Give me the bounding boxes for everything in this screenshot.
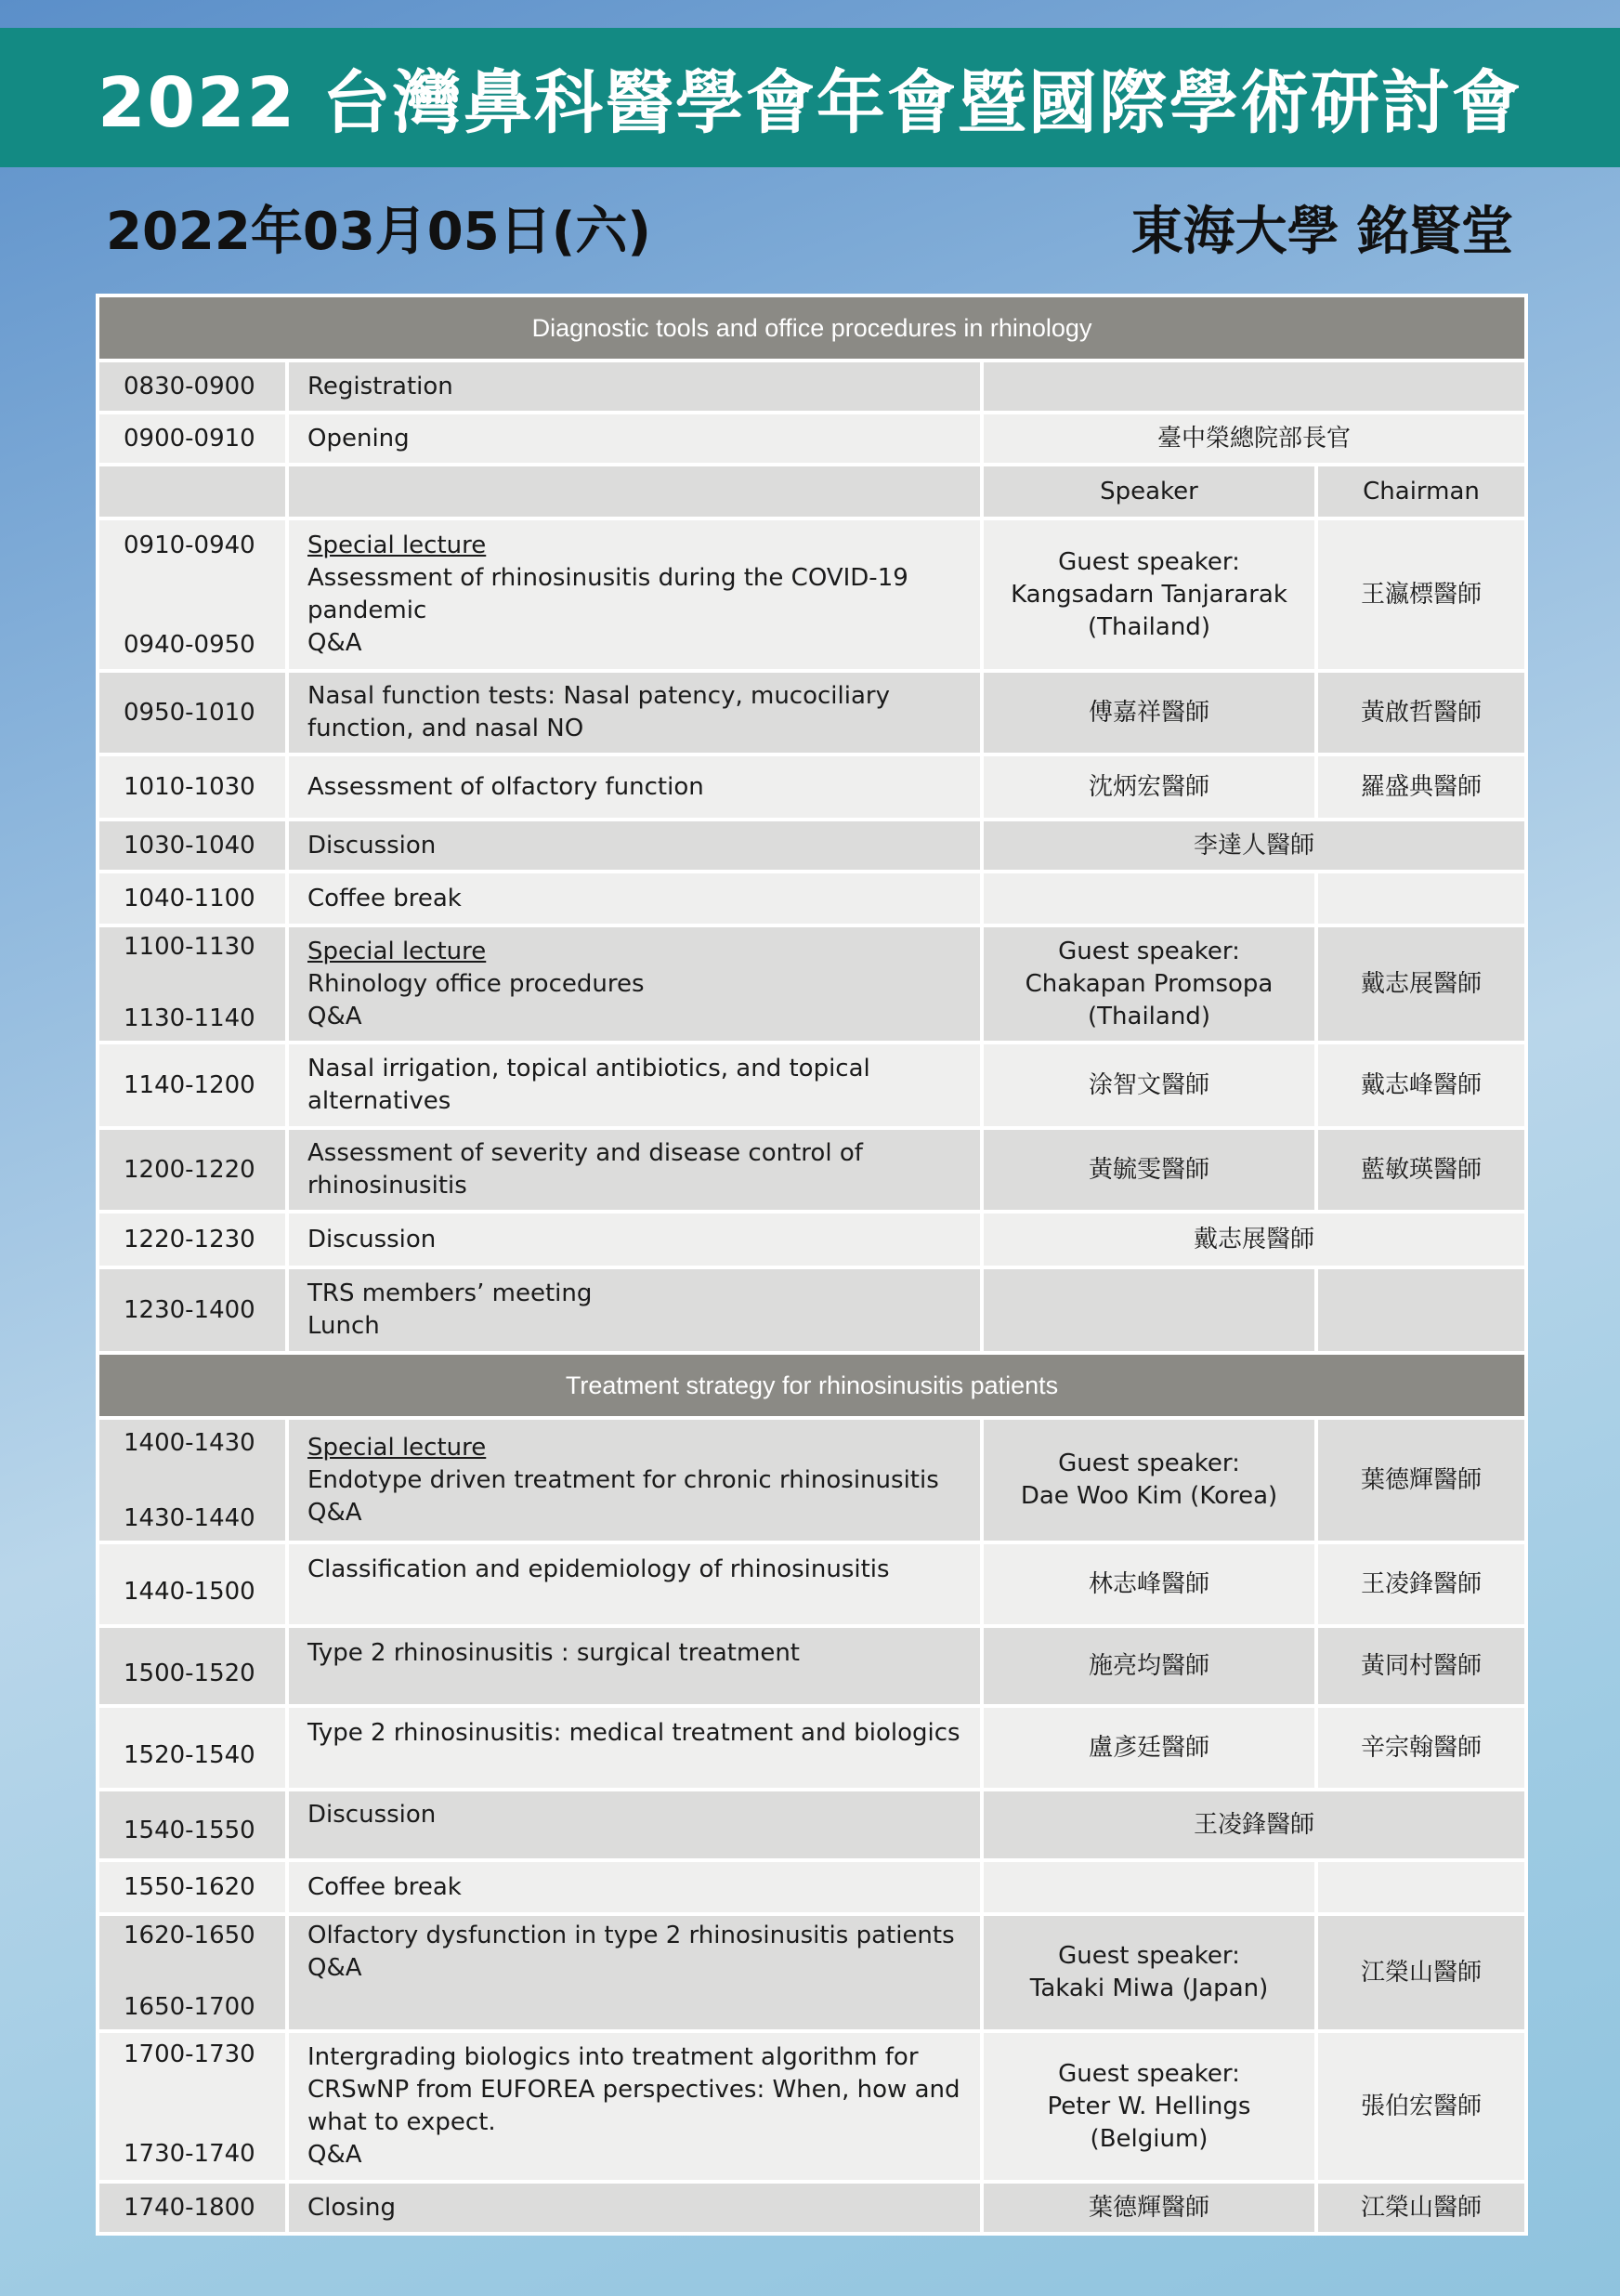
speaker-country: (Thailand) <box>1088 612 1210 641</box>
time-cell <box>98 1914 287 2031</box>
time-cell: 1140-1200 <box>98 1043 287 1128</box>
time-cell: 1230-1400 <box>98 1267 287 1353</box>
speaker-cell: 傅嘉祥醫師 <box>982 671 1316 754</box>
empty-cell <box>287 465 982 518</box>
speaker-cell: 林志峰醫師 <box>982 1542 1316 1626</box>
speaker-cell <box>982 518 1316 671</box>
topic-text: Lunch <box>307 1312 380 1340</box>
time-cell: 1030-1040 <box>98 820 287 872</box>
time-start: 1100-1130 <box>124 933 255 961</box>
column-header-row <box>98 465 1526 518</box>
topic-cell: Closing <box>287 2182 982 2234</box>
speaker-cell <box>982 2031 1316 2182</box>
chair-cell: 戴志展醫師 <box>1316 925 1526 1043</box>
chair-cell: 黃啟哲醫師 <box>1316 671 1526 754</box>
time-cell: 0900-0910 <box>98 413 287 465</box>
speaker-cell: 沈炳宏醫師 <box>982 754 1316 820</box>
time-end: 1430-1440 <box>124 1504 255 1532</box>
table-row <box>98 1542 1526 1626</box>
time-cell <box>98 518 287 671</box>
time-cell <box>98 1418 287 1542</box>
speaker-country: (Thailand) <box>1088 1002 1210 1030</box>
topic-cell <box>287 518 982 671</box>
chair-cell: 王凌鋒醫師 <box>1316 1542 1526 1626</box>
guest-speaker-label: Guest speaker: <box>1058 937 1240 965</box>
topic-text: Intergrading biologics into treatment algorithm for CRSwNP from EUFOREA perspectives: When, how and what to expect. <box>307 2043 960 2136</box>
table-row <box>98 671 1526 754</box>
host-cell: 王凌鋒醫師 <box>982 1790 1526 1860</box>
table-row <box>98 518 1526 671</box>
topic-cell: Type 2 rhinosinusitis : surgical treatment <box>287 1626 982 1706</box>
guest-speaker-label: Guest speaker: <box>1058 1942 1240 1970</box>
topic-cell <box>287 1418 982 1542</box>
time-cell: 1550-1620 <box>98 1860 287 1914</box>
chair-cell: 江榮山醫師 <box>1316 1914 1526 2031</box>
chair-cell: 江榮山醫師 <box>1316 2182 1526 2234</box>
table-row <box>98 872 1526 925</box>
speaker-cell <box>982 1418 1316 1542</box>
time-cell: 0950-1010 <box>98 671 287 754</box>
table-row <box>98 361 1526 413</box>
chairman-column-header: Chairman <box>1316 465 1526 518</box>
host-cell: 李達人醫師 <box>982 820 1526 872</box>
topic-cell <box>287 925 982 1043</box>
time-cell: 1520-1540 <box>98 1706 287 1790</box>
special-lecture-label: Special lecture <box>307 531 487 559</box>
empty-cell <box>1316 1267 1526 1353</box>
time-cell: 0830-0900 <box>98 361 287 413</box>
time-start: 0910-0940 <box>124 531 255 559</box>
time-end: 0940-0950 <box>124 631 255 659</box>
time-start: 1620-1650 <box>124 1922 255 1949</box>
host-cell: 戴志展醫師 <box>982 1212 1526 1267</box>
chair-cell: 黃同村醫師 <box>1316 1626 1526 1706</box>
speaker-name: Peter W. Hellings <box>1047 2092 1251 2120</box>
qa-text: Q&A <box>307 1002 362 1030</box>
topic-cell <box>287 1267 982 1353</box>
table-row <box>98 2182 1526 2234</box>
table-row <box>98 1267 1526 1353</box>
guest-speaker-label: Guest speaker: <box>1058 2059 1240 2088</box>
topic-text: TRS members’ meeting <box>307 1279 593 1307</box>
table-row <box>98 1860 1526 1914</box>
speaker-cell: 涂智文醫師 <box>982 1043 1316 1128</box>
table-row <box>98 2031 1526 2182</box>
time-cell: 1010-1030 <box>98 754 287 820</box>
time-cell: 1040-1100 <box>98 872 287 925</box>
empty-cell <box>1316 1860 1526 1914</box>
chair-cell: 辛宗翰醫師 <box>1316 1706 1526 1790</box>
topic-cell: Nasal irrigation, topical antibiotics, and topical alternatives <box>287 1043 982 1128</box>
section-header <box>98 295 1526 361</box>
empty-cell <box>1316 872 1526 925</box>
topic-cell: Discussion <box>287 1790 982 1860</box>
guest-speaker-label: Guest speaker: <box>1058 1450 1240 1477</box>
topic-cell: Classification and epidemiology of rhinosinusitis <box>287 1542 982 1626</box>
table-row <box>98 1043 1526 1128</box>
schedule-table <box>96 294 1528 2236</box>
page-title: 2022 台灣鼻科醫學會年會暨國際學術研討會 <box>0 28 1620 167</box>
time-start: 1700-1730 <box>124 2040 255 2068</box>
chair-cell: 羅盛典醫師 <box>1316 754 1526 820</box>
speaker-cell <box>982 925 1316 1043</box>
special-lecture-label: Special lecture <box>307 937 487 965</box>
topic-text: Assessment of rhinosinusitis during the COVID-19 pandemic <box>307 564 908 624</box>
table-row <box>98 1790 1526 1860</box>
speaker-cell <box>982 1914 1316 2031</box>
time-end: 1650-1700 <box>124 1993 255 2021</box>
qa-text: Q&A <box>307 1498 362 1527</box>
table-row <box>98 1128 1526 1212</box>
event-date: 2022年03月05日(六) <box>106 202 651 262</box>
time-end: 1730-1740 <box>124 2140 255 2168</box>
table-row <box>98 1418 1526 1542</box>
chair-cell: 王瀛標醫師 <box>1316 518 1526 671</box>
time-cell: 1200-1220 <box>98 1128 287 1212</box>
time-cell <box>98 925 287 1043</box>
speaker-name: Chakapan Promsopa <box>1025 969 1274 998</box>
table-row <box>98 1706 1526 1790</box>
topic-cell <box>287 1914 982 2031</box>
guest-speaker-label: Guest speaker: <box>1058 547 1240 576</box>
speaker-cell: 盧彥廷醫師 <box>982 1706 1316 1790</box>
topic-text: Olfactory dysfunction in type 2 rhinosinusitis patients <box>307 1922 955 1949</box>
topic-cell: Type 2 rhinosinusitis: medical treatment and biologics <box>287 1706 982 1790</box>
topic-cell <box>287 2031 982 2182</box>
topic-cell: Nasal function tests: Nasal patency, mucociliary function, and nasal NO <box>287 671 982 754</box>
topic-cell: Discussion <box>287 1212 982 1267</box>
time-cell: 1740-1800 <box>98 2182 287 2234</box>
speaker-cell: 葉德輝醫師 <box>982 2182 1316 2234</box>
section-title: Diagnostic tools and office procedures in rhinology <box>98 295 1526 361</box>
empty-cell <box>982 361 1526 413</box>
topic-cell: Assessment of severity and disease control of rhinosinusitis <box>287 1128 982 1212</box>
speaker-name: Kangsadarn Tanjararak <box>1011 580 1287 609</box>
chair-cell: 葉德輝醫師 <box>1316 1418 1526 1542</box>
empty-cell <box>982 1267 1316 1353</box>
table-row <box>98 1626 1526 1706</box>
chair-cell: 戴志峰醫師 <box>1316 1043 1526 1128</box>
topic-text: Endotype driven treatment for chronic rhinosinusitis <box>307 1465 939 1494</box>
time-cell: 1440-1500 <box>98 1542 287 1626</box>
speaker-cell: 黃毓雯醫師 <box>982 1128 1316 1212</box>
section-title: Treatment strategy for rhinosinusitis patients <box>98 1353 1526 1418</box>
time-cell: 1220-1230 <box>98 1212 287 1267</box>
table-row <box>98 1212 1526 1267</box>
host-cell: 臺中榮總院部長官 <box>982 413 1526 465</box>
qa-text: Q&A <box>307 1954 362 1982</box>
topic-cell: Registration <box>287 361 982 413</box>
topic-cell: Opening <box>287 413 982 465</box>
table-row <box>98 1914 1526 2031</box>
time-cell: 1500-1520 <box>98 1626 287 1706</box>
speaker-country: (Belgium) <box>1090 2124 1208 2153</box>
empty-cell <box>982 872 1316 925</box>
qa-text: Q&A <box>307 2141 362 2169</box>
chair-cell: 張伯宏醫師 <box>1316 2031 1526 2182</box>
table-row <box>98 820 1526 872</box>
special-lecture-label: Special lecture <box>307 1433 487 1462</box>
speaker-name: Takaki Miwa (Japan) <box>1029 1975 1269 2002</box>
section-header <box>98 1353 1526 1418</box>
speaker-column-header: Speaker <box>982 465 1316 518</box>
time-cell: 1540-1550 <box>98 1790 287 1860</box>
speaker-cell: 施亮均醫師 <box>982 1626 1316 1706</box>
table-row <box>98 754 1526 820</box>
qa-text: Q&A <box>307 629 362 657</box>
topic-text: Rhinology office procedures <box>307 969 645 998</box>
topic-cell: Coffee break <box>287 872 982 925</box>
topic-cell: Discussion <box>287 820 982 872</box>
time-end: 1130-1140 <box>124 1004 255 1032</box>
topic-cell: Assessment of olfactory function <box>287 754 982 820</box>
speaker-name: Dae Woo Kim (Korea) <box>1020 1482 1278 1510</box>
empty-cell <box>98 465 287 518</box>
empty-cell <box>982 1860 1316 1914</box>
chair-cell: 藍敏瑛醫師 <box>1316 1128 1526 1212</box>
time-cell <box>98 2031 287 2182</box>
time-start: 1400-1430 <box>124 1429 255 1457</box>
event-venue: 東海大學 銘賢堂 <box>1130 202 1513 262</box>
table-row <box>98 413 1526 465</box>
table-row <box>98 925 1526 1043</box>
topic-cell: Coffee break <box>287 1860 982 1914</box>
